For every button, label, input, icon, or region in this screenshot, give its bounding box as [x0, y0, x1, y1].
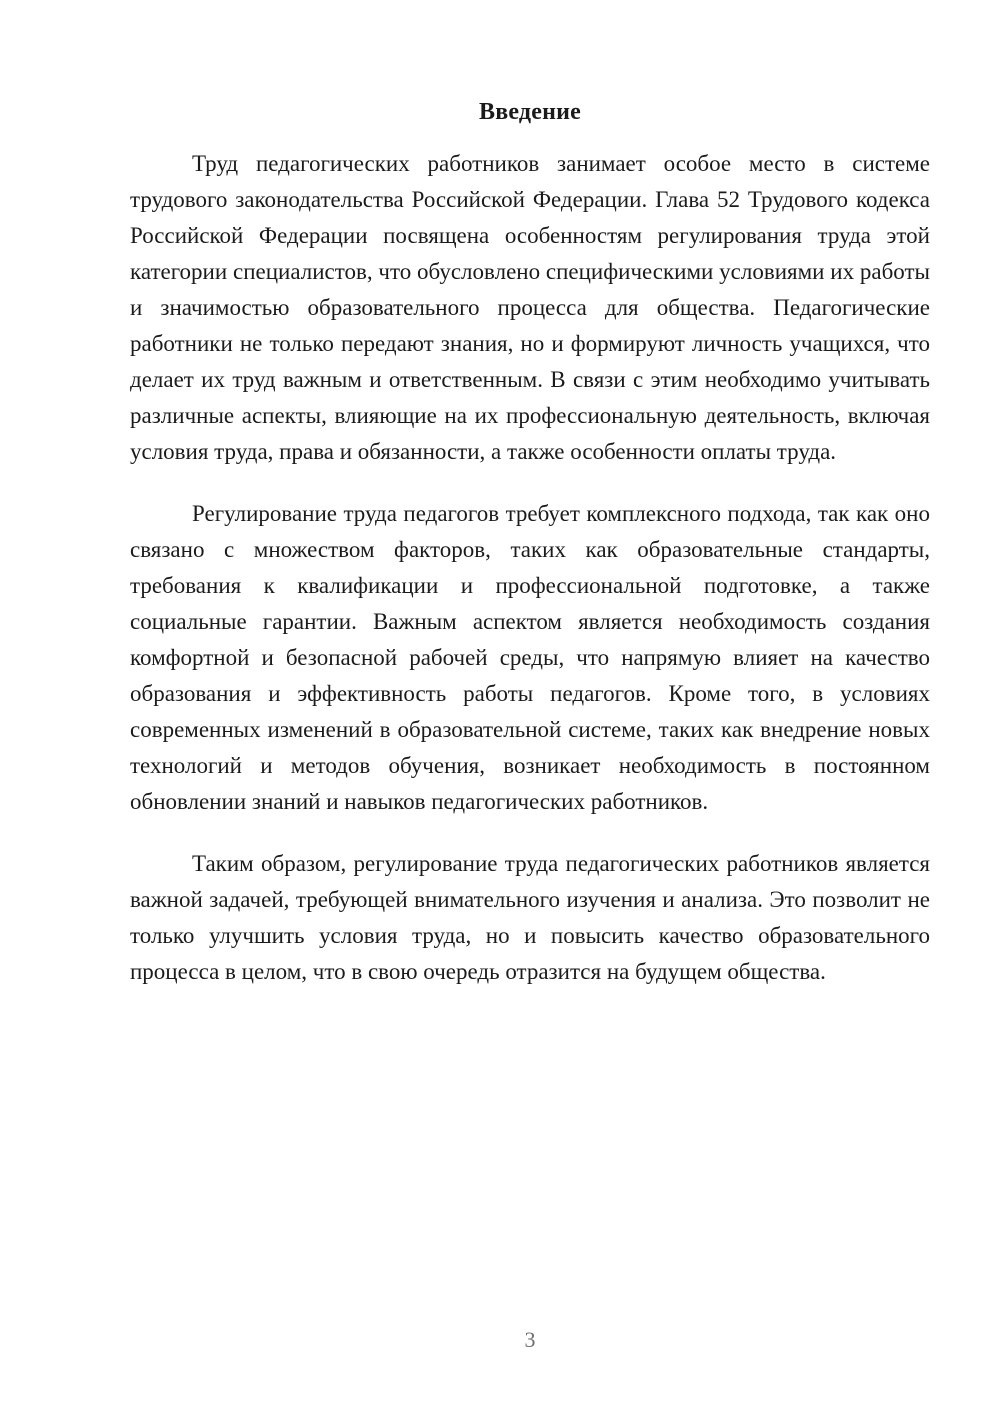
page-title: Введение [478, 99, 581, 125]
paragraph-2: Регулирование труда педагогов требует комплексного подхода, так как оно связано с множеством факторов, таких как образовательные стандарты, требования к квалификации и профессиональной подготовке, а также социальные гарантии. Важным аспектом является необходимость создания комфортной и безопасной рабочей среды, что напрямую влияет на качество образования и эффективность работы педагогов. Кроме того, в условиях современных изменений в образовательной системе, таких как внедрение новых технологий и методов обучения, возникает необходимость в постоянном обновлении знаний и навыков педагогических работников. [130, 501, 930, 814]
paragraph-3: Таким образом, регулирование труда педагогических работников является важной задачей, требующей внимательного изучения и анализа. Это позволит не только улучшить условия труда, но и повысить качество образовательного процесса в целом, что в свою очередь отразится на будущем общества. [130, 851, 930, 984]
paragraph-1: Труд педагогических работников занимает особое место в системе трудового законодательства Российской Федерации. Глава 52 Трудового кодекса Российской Федерации посвящена особенностям регулирования труда этой категории специалистов, что обусловлено специфическими условиями их работы и значимостью образовательного процесса для общества. Педагогические работники не только передают знания, но и формируют личность учащихся, что делает их труд важным и ответственным. В связи с этим необходимо учитывать различные аспекты, влияющие на их профессиональную деятельность, включая условия труда, права и обязанности, а также особенности оплаты труда. [130, 151, 930, 464]
document-body [130, 94, 930, 1016]
page-number: 3 [524, 1327, 536, 1352]
